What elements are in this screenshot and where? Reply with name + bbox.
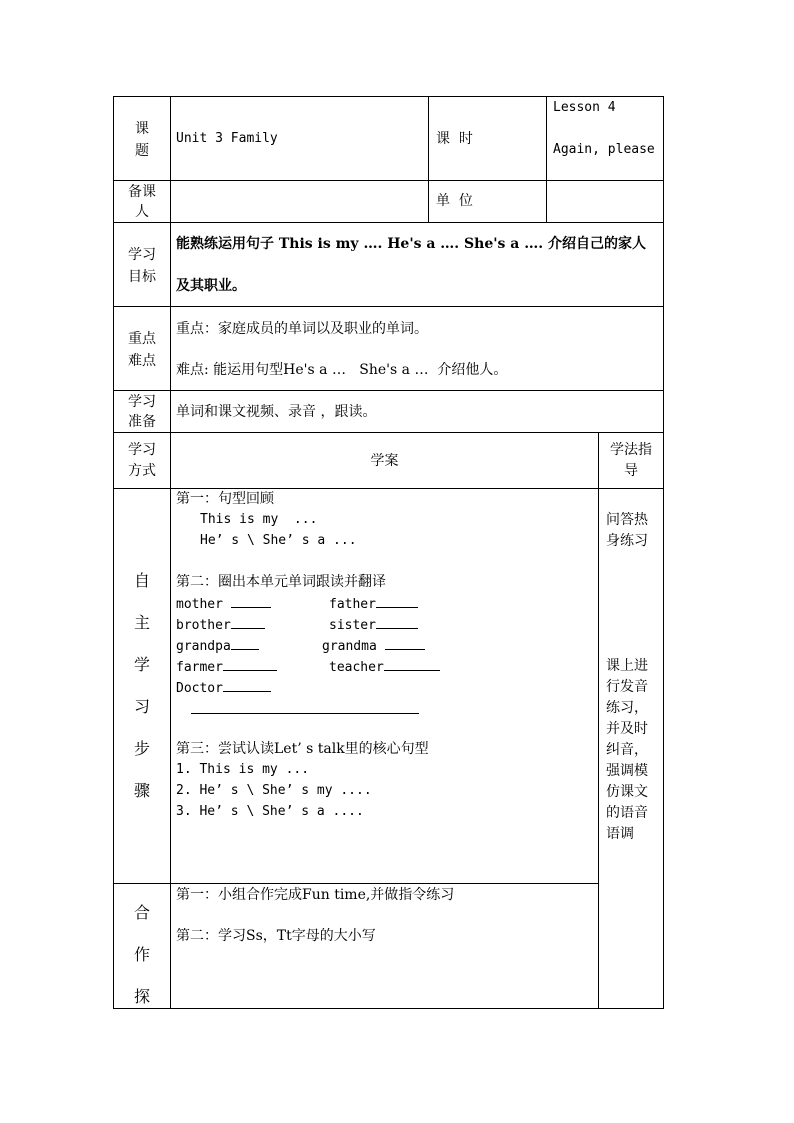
- row-divider: [113, 180, 664, 181]
- row-divider: [113, 222, 664, 223]
- part3-line: 1. This is my ...: [176, 762, 310, 777]
- coop-char: 合: [133, 903, 150, 922]
- part3-title: 第三：尝试认读Let’ s talk里的核心句型: [176, 741, 429, 757]
- prep-label: 学习 准备: [128, 394, 156, 430]
- vocab-word: grandma: [322, 636, 425, 656]
- vocab-blank-line: [191, 713, 419, 714]
- lesson-number: Lesson 4: [553, 100, 616, 115]
- col-divider: [170, 96, 171, 1009]
- keypoints-line-1: 重点：家庭成员的单词以及职业的单词。: [176, 321, 428, 337]
- row-divider: [113, 488, 664, 489]
- lesson-title: Again, please: [553, 142, 655, 157]
- row-divider: [113, 390, 664, 391]
- keypoints-label: 重点 难点: [128, 331, 156, 369]
- col-divider: [428, 96, 429, 223]
- vocab-word: brother: [176, 615, 265, 635]
- goal-line-1: 能熟练运用句子 This is my …. He's a …. She's a …. 介绍自己的家人: [176, 236, 646, 252]
- vocab-word: Doctor: [176, 678, 271, 698]
- self-study-char: 习: [133, 697, 150, 716]
- part2-title: 第二：圈出本单元单词跟读并翻译: [176, 574, 386, 590]
- goal-line-2: 及其职业。: [176, 278, 246, 294]
- col-divider: [546, 96, 547, 223]
- coop-line-1: 第一：小组合作完成Fun time,并做指令练习: [176, 887, 455, 903]
- part3-line: 2. He’ s \ She’ s my ....: [176, 783, 372, 798]
- table-border-top: [113, 96, 664, 97]
- table-border-left: [113, 96, 114, 1009]
- self-study-char: 步: [133, 739, 150, 758]
- preparer-label: 备课 人: [128, 184, 156, 220]
- hours-label: 课 时: [436, 131, 473, 147]
- coop-char: 探: [133, 987, 150, 1006]
- self-study-char: 学: [133, 655, 150, 674]
- part1-line: He’ s \ She’ s a ...: [200, 533, 357, 548]
- mode-label: 学习 方式: [128, 442, 156, 479]
- row-divider: [113, 306, 664, 307]
- self-study-char: 主: [133, 613, 150, 632]
- topic-value: Unit 3 Family: [176, 131, 278, 146]
- coop-line-2: 第二：学习Ss，Tt字母的大小写: [176, 928, 376, 944]
- part1-title: 第一：句型回顾: [176, 491, 274, 507]
- topic-label: 课 题: [135, 121, 149, 159]
- coop-char: 作: [133, 945, 150, 964]
- plan-label: 学案: [370, 453, 399, 469]
- vocab-word: father: [329, 594, 418, 614]
- goal-label: 学习 目标: [128, 247, 156, 285]
- vocab-word: grandpa: [176, 636, 259, 656]
- part3-line: 3. He’ s \ She’ s a ....: [176, 804, 364, 819]
- table-border-right: [663, 96, 664, 1009]
- unit-label: 单 位: [436, 193, 473, 209]
- row-divider: [113, 432, 664, 433]
- row-divider: [113, 883, 599, 884]
- table-border-bottom: [113, 1008, 664, 1009]
- guide-note-1: 问答热 身练习: [606, 512, 648, 549]
- vocab-word: teacher: [329, 657, 440, 677]
- vocab-word: sister: [329, 615, 418, 635]
- vocab-word: farmer: [176, 657, 277, 677]
- keypoints-line-2: 难点: 能运用句型He's a … She's a … 介绍他人。: [176, 362, 508, 378]
- col-divider: [598, 432, 599, 1009]
- part1-line: This is my ...: [200, 512, 318, 527]
- self-study-char: 自: [133, 571, 150, 590]
- self-study-char: 骤: [133, 781, 150, 800]
- guide-label: 学法指 导: [610, 442, 652, 479]
- vocab-word: mother: [176, 594, 271, 614]
- guide-note-2: 课上进 行发音 练习， 并及时 纠音， 强调模 仿课文 的语音 语调: [606, 658, 648, 842]
- prep-text: 单词和课文视频、录音 ，跟读。: [176, 404, 377, 420]
